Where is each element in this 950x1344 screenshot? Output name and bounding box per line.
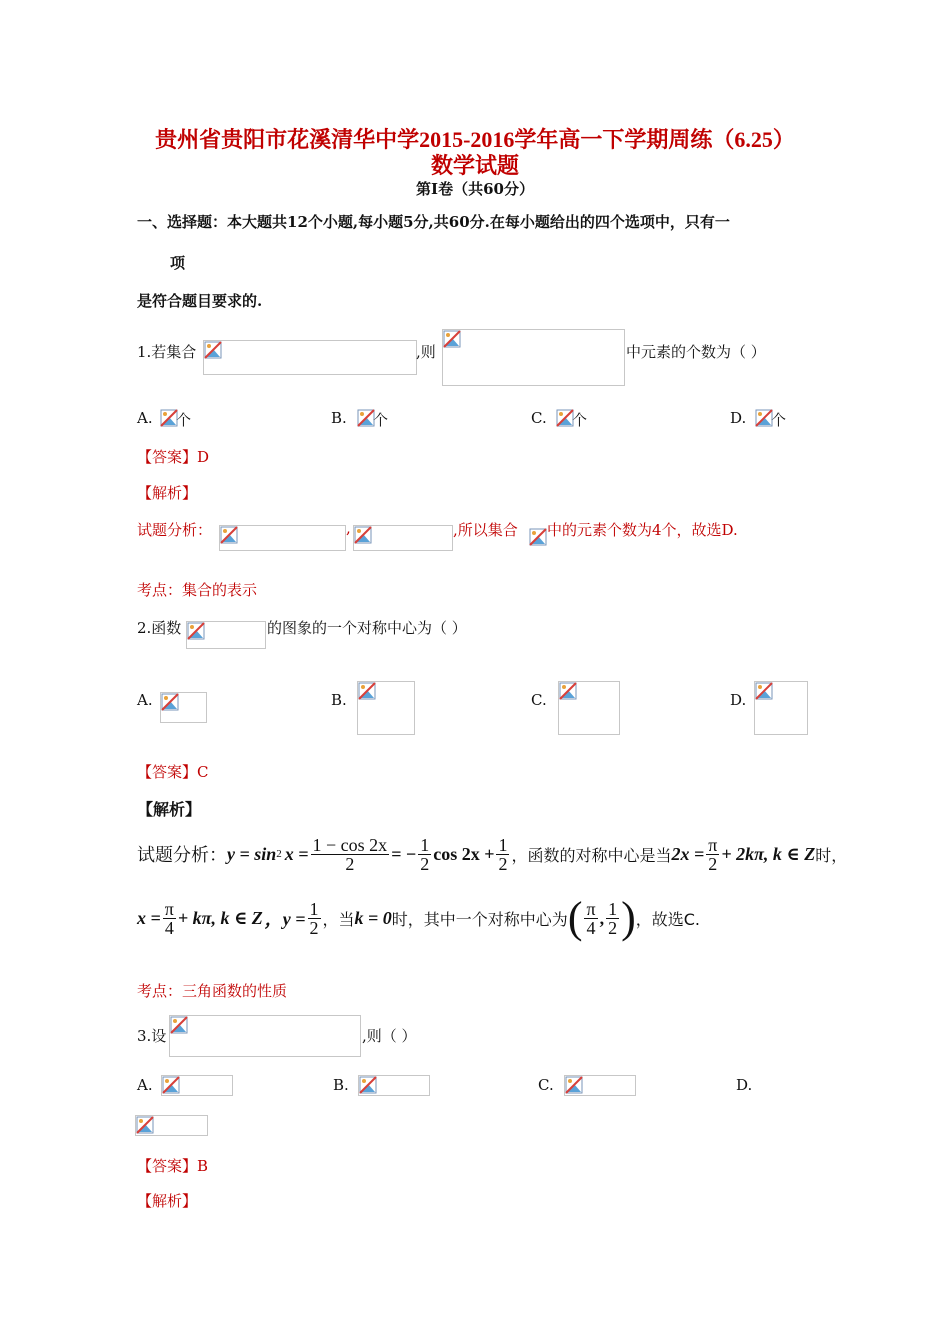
q1-analysis-image-b (353, 525, 453, 551)
q1-set-b-image (442, 329, 625, 386)
math-frac-6: $\frac{1}{2}$ (309, 898, 319, 938)
section-heading: 第Ⅰ卷（共60分） (416, 180, 534, 198)
instruction-line-3: 是符合题目要求的. (137, 292, 263, 310)
broken-image-icon (755, 682, 773, 700)
q2-answer: 【答案】C (137, 763, 209, 781)
broken-image-icon (161, 693, 179, 711)
q1-answer: 【答案】D (137, 448, 210, 466)
q2-option-b-image (357, 681, 415, 735)
q2-function-image (186, 621, 266, 649)
q1-mid: ,则 (416, 343, 436, 361)
q3-option-a-image (161, 1075, 233, 1096)
broken-image-icon (162, 1076, 180, 1094)
q3-option-c-image (564, 1075, 636, 1096)
broken-image-icon (170, 1016, 188, 1034)
broken-image-icon (529, 528, 547, 546)
math-k-eq-0: k = 0 (354, 907, 392, 928)
q1-option-a-label: A. (137, 409, 153, 427)
math-cos2x: cos 2x + (433, 843, 495, 864)
q1-option-c-image (556, 409, 570, 427)
q1-point: 考点：集合的表示 (137, 581, 258, 599)
math-text-3: ，当 (322, 909, 355, 929)
q2-analysis-label: 【解析】 (137, 800, 202, 819)
q1-analysis-prefix: 试题分析： (137, 521, 213, 539)
page-title: 贵州省贵阳市花溪清华中学2015-2016学年高一下学期周练（6.25） (155, 127, 795, 152)
q2-option-b-label: B. (331, 691, 347, 709)
q3-option-d-image (135, 1115, 208, 1136)
math-plus-kpi: + kπ, k ∈ Z (177, 907, 263, 928)
math-frac-4: $\frac{\pi}{2}$ (708, 834, 718, 874)
math-frac-5: $\frac{\pi}{4}$ (164, 898, 174, 938)
math-text-5: ，故选C. (635, 909, 700, 929)
math-frac-8: $\frac{1}{2}$ (608, 898, 618, 938)
math-lead: 试题分析： (137, 845, 227, 865)
broken-image-icon (204, 341, 222, 359)
q1-option-d-image (755, 409, 769, 427)
q2-analysis-math-line-2 (137, 892, 700, 944)
broken-image-icon (359, 1076, 377, 1094)
q3-condition-image (169, 1015, 361, 1057)
q2-point: 考点：三角函数的性质 (137, 982, 288, 1000)
math-x-eq-2: x = (137, 907, 161, 928)
math-comma: , (599, 907, 605, 928)
broken-image-icon (565, 1076, 583, 1094)
page-subtitle: 数学试题 (430, 153, 519, 178)
math-plus-2kpi: + 2kπ, k ∈ Z (721, 843, 816, 864)
q3-option-d-label: D. (736, 1076, 753, 1094)
q3-answer: 【答案】B (137, 1157, 209, 1175)
q1-option-b-label: B. (331, 409, 347, 427)
q1-option-a-image (160, 409, 174, 427)
q1-option-d-unit: 个 (771, 411, 787, 429)
q2-option-d-label: D. (730, 691, 747, 709)
broken-image-icon (559, 682, 577, 700)
broken-image-icon (358, 682, 376, 700)
broken-image-icon (443, 330, 461, 348)
q3-option-c-label: C. (538, 1076, 554, 1094)
q3-analysis-label: 【解析】 (137, 1192, 198, 1210)
math-x-eq: x = (284, 843, 309, 864)
instruction-line-1: 一、选择题：本大题共12个小题,每小题5分,共60分.在每小题给出的四个选项中，只有一 (137, 213, 730, 231)
math-text-2: 时， (815, 845, 848, 865)
q1-analysis-image-a (219, 525, 346, 551)
q1-option-d-label: D. (730, 409, 747, 427)
q3-option-b-image (358, 1075, 430, 1096)
q1-set-image (203, 340, 417, 375)
q3-prefix: 3.设 (137, 1027, 167, 1045)
q2-option-d-image (754, 681, 808, 735)
math-frac-3: $\frac{1}{2}$ (498, 834, 508, 874)
math-frac-7: $\frac{\pi}{4}$ (586, 898, 596, 938)
q1-option-a-unit: 个 (176, 411, 192, 429)
instruction-line-2: 项 (170, 254, 186, 272)
math-frac-2: $\frac{1}{2}$ (420, 834, 430, 874)
q2-suffix: 的图象的一个对称中心为（ ） (267, 619, 467, 637)
q2-option-c-image (558, 681, 620, 735)
q1-analysis-image-c (529, 528, 547, 548)
q1-analysis-suffix: 中的元素个数为4个，故选D. (547, 521, 738, 539)
math-rparen: ) (621, 893, 636, 942)
broken-image-icon (220, 526, 238, 544)
q2-prefix: 2.函数 (137, 619, 182, 637)
q1-option-b-image (357, 409, 371, 427)
broken-image-icon (136, 1116, 154, 1134)
broken-image-icon (354, 526, 372, 544)
q2-option-a-label: A. (137, 691, 153, 709)
q3-option-a-label: A. (137, 1076, 153, 1094)
q3-suffix: ,则（ ） (362, 1027, 417, 1045)
math-two-x-eq: 2x = (671, 843, 705, 864)
q2-analysis-math-line-1 (137, 830, 847, 878)
math-text-4: 时，其中一个对称中心为 (391, 909, 568, 929)
q2-option-a-image (160, 692, 207, 723)
broken-image-icon (187, 622, 205, 640)
math-comma-y: ，y = (264, 909, 306, 929)
q3-option-b-label: B. (333, 1076, 349, 1094)
q1-suffix: 中元素的个数为（ ） (626, 343, 766, 361)
q1-prefix: 1.若集合 (137, 343, 197, 361)
q2-option-c-label: C. (531, 691, 547, 709)
q1-analysis-sep: , (346, 519, 351, 537)
math-text-1: ，函数的对称中心是当 (511, 845, 672, 865)
math-eq-neg: = − (391, 843, 417, 864)
q1-analysis-mid: ,所以集合 (453, 521, 518, 539)
math-sup-2: 2 (276, 848, 282, 860)
q1-option-c-label: C. (531, 409, 547, 427)
math-y-eq-sin: y = sin (227, 843, 277, 864)
q1-option-b-unit: 个 (373, 411, 389, 429)
q1-option-c-unit: 个 (572, 411, 588, 429)
q1-analysis-label: 【解析】 (137, 484, 198, 502)
math-frac-1: $\frac{1 - \cos 2x}{2}$ (312, 834, 388, 874)
math-lparen: ( (567, 893, 583, 942)
